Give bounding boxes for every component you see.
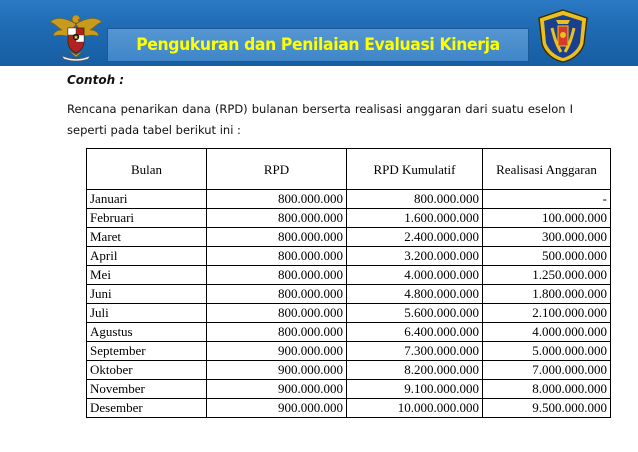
cell-bulan: Mei <box>87 266 207 285</box>
description-paragraph: Rencana penarikan dana (RPD) bulanan berserta realisasi anggaran dari suatu eselon I seperti pada tabel berikut ini : <box>67 102 573 137</box>
cell-realisasi: 300.000.000 <box>483 228 611 247</box>
cell-bulan: Desember <box>87 399 207 418</box>
cell-rpd: 800.000.000 <box>207 266 347 285</box>
cell-rpd-kumulatif: 2.400.000.000 <box>347 228 483 247</box>
cell-bulan: April <box>87 247 207 266</box>
cell-bulan: September <box>87 342 207 361</box>
cell-bulan: Maret <box>87 228 207 247</box>
title-bar <box>107 28 529 62</box>
table-row <box>87 323 611 342</box>
page-title: Pengukuran dan Penilaian Evaluasi Kinerja <box>136 35 500 55</box>
cell-bulan: Juli <box>87 304 207 323</box>
table-row <box>87 228 611 247</box>
cell-rpd: 800.000.000 <box>207 228 347 247</box>
cell-rpd-kumulatif: 3.200.000.000 <box>347 247 483 266</box>
cell-rpd-kumulatif: 6.400.000.000 <box>347 323 483 342</box>
table-row <box>87 266 611 285</box>
cell-rpd: 800.000.000 <box>207 209 347 228</box>
cell-realisasi: 5.000.000.000 <box>483 342 611 361</box>
cell-rpd-kumulatif: 8.200.000.000 <box>347 361 483 380</box>
column-header-realisasi-anggaran: Realisasi Anggaran <box>483 149 611 190</box>
cell-bulan: November <box>87 380 207 399</box>
cell-rpd: 900.000.000 <box>207 361 347 380</box>
cell-realisasi: 4.000.000.000 <box>483 323 611 342</box>
cell-realisasi: 100.000.000 <box>483 209 611 228</box>
cell-rpd: 800.000.000 <box>207 285 347 304</box>
garuda-emblem-icon <box>48 10 104 62</box>
cell-rpd-kumulatif: 9.100.000.000 <box>347 380 483 399</box>
column-header-bulan: Bulan <box>87 149 207 190</box>
cell-rpd-kumulatif: 7.300.000.000 <box>347 342 483 361</box>
cell-realisasi: 7.000.000.000 <box>483 361 611 380</box>
table-row <box>87 399 611 418</box>
table-row <box>87 380 611 399</box>
cell-realisasi: 1.800.000.000 <box>483 285 611 304</box>
cell-bulan: Februari <box>87 209 207 228</box>
column-header-rpd-kumulatif: RPD Kumulatif <box>347 149 483 190</box>
table-row <box>87 190 611 209</box>
table-row <box>87 361 611 380</box>
column-header-rpd: RPD <box>207 149 347 190</box>
cell-bulan: Juni <box>87 285 207 304</box>
cell-rpd: 800.000.000 <box>207 190 347 209</box>
cell-realisasi: 500.000.000 <box>483 247 611 266</box>
cell-rpd: 800.000.000 <box>207 304 347 323</box>
cell-rpd-kumulatif: 4.800.000.000 <box>347 285 483 304</box>
cell-realisasi: 8.000.000.000 <box>483 380 611 399</box>
cell-rpd-kumulatif: 5.600.000.000 <box>347 304 483 323</box>
kemenkeu-emblem-icon <box>534 8 592 64</box>
rpd-table <box>86 148 611 418</box>
table-row <box>87 209 611 228</box>
cell-rpd: 900.000.000 <box>207 380 347 399</box>
cell-rpd: 900.000.000 <box>207 342 347 361</box>
cell-rpd: 800.000.000 <box>207 323 347 342</box>
cell-rpd-kumulatif: 800.000.000 <box>347 190 483 209</box>
cell-realisasi: - <box>483 190 611 209</box>
cell-realisasi: 9.500.000.000 <box>483 399 611 418</box>
table-row <box>87 342 611 361</box>
cell-realisasi: 1.250.000.000 <box>483 266 611 285</box>
cell-rpd: 900.000.000 <box>207 399 347 418</box>
table-row <box>87 304 611 323</box>
cell-rpd-kumulatif: 10.000.000.000 <box>347 399 483 418</box>
cell-bulan: Januari <box>87 190 207 209</box>
cell-rpd-kumulatif: 4.000.000.000 <box>347 266 483 285</box>
example-heading: Contoh : <box>67 73 125 87</box>
cell-bulan: Agustus <box>87 323 207 342</box>
table-row <box>87 247 611 266</box>
table-header-row <box>87 149 611 190</box>
cell-rpd-kumulatif: 1.600.000.000 <box>347 209 483 228</box>
cell-realisasi: 2.100.000.000 <box>483 304 611 323</box>
cell-rpd: 800.000.000 <box>207 247 347 266</box>
table-row <box>87 285 611 304</box>
cell-bulan: Oktober <box>87 361 207 380</box>
